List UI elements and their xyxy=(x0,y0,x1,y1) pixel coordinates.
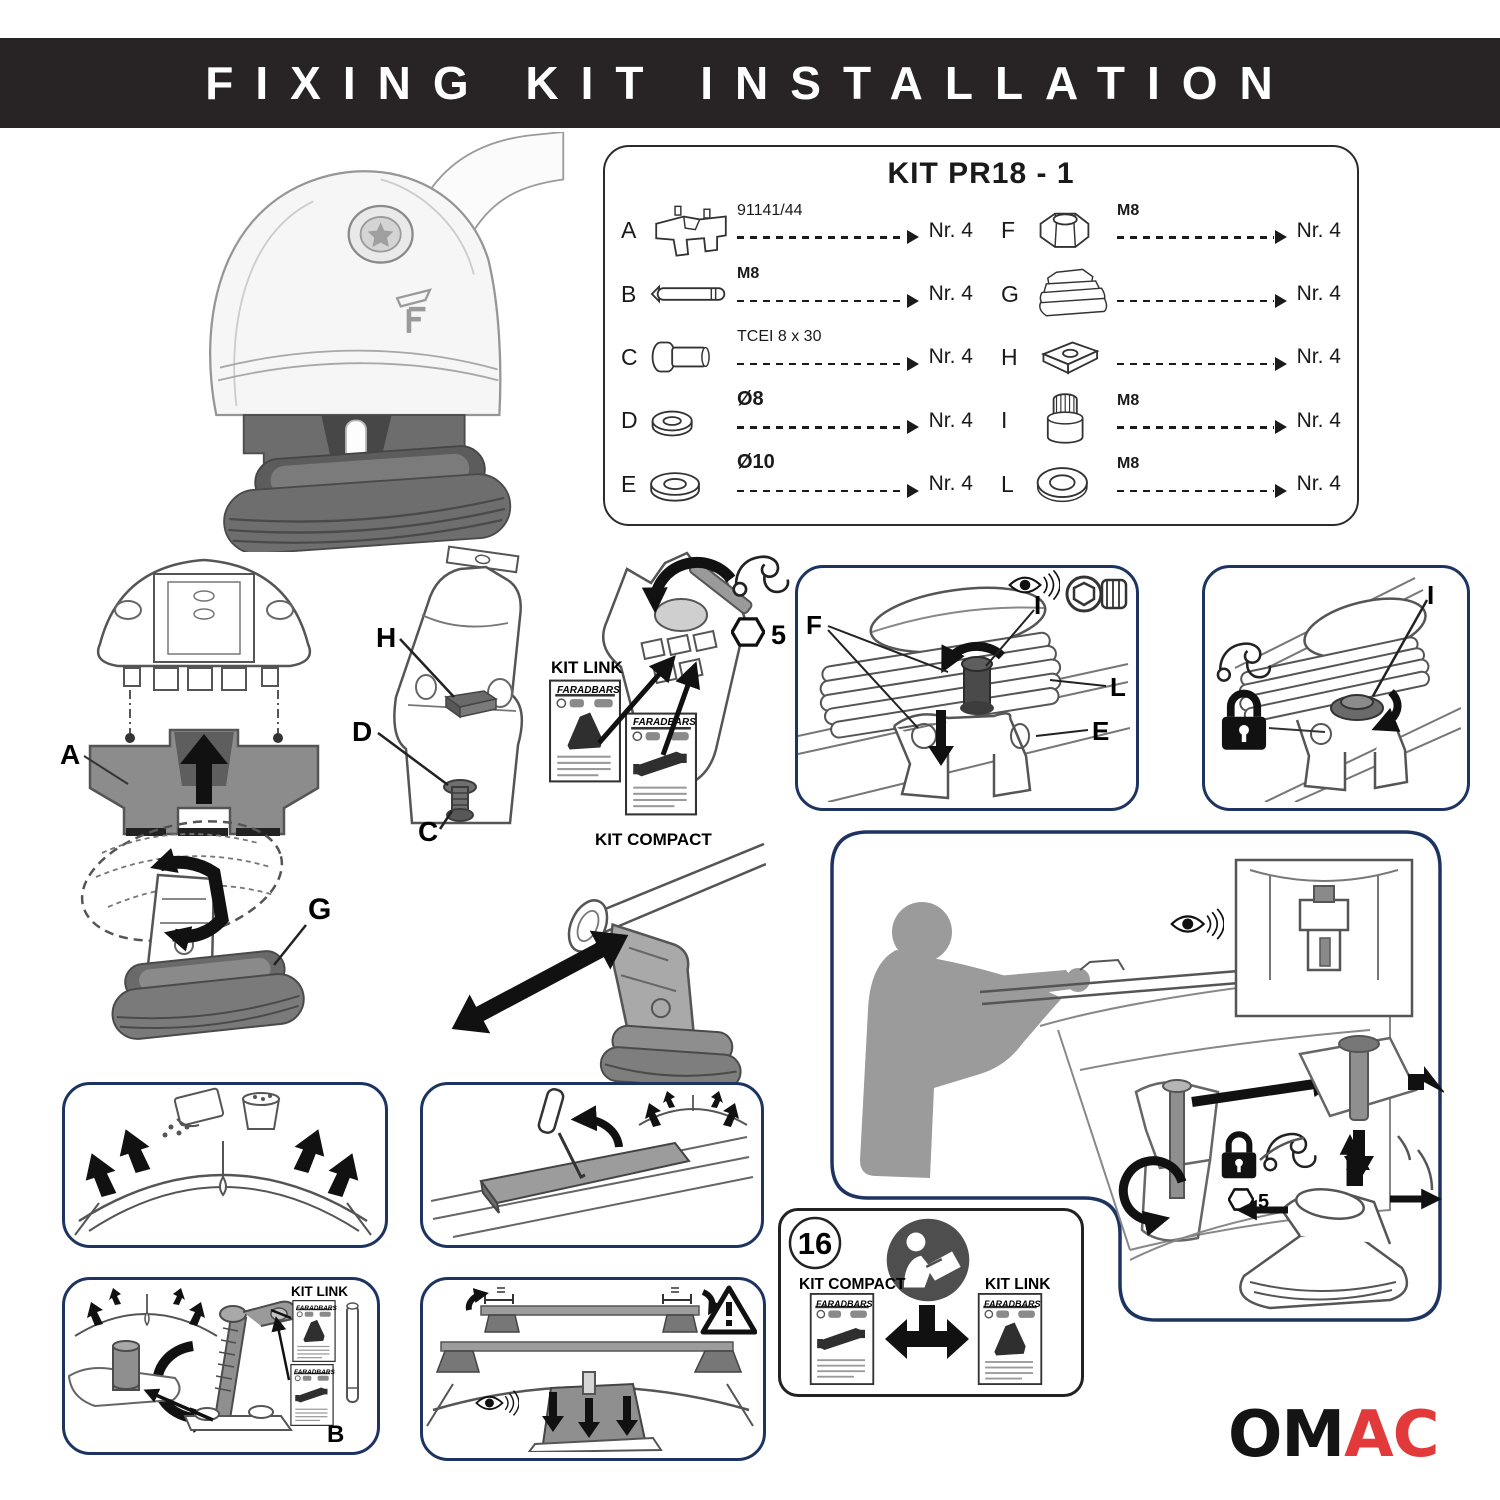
kit-compact-label: KIT COMPACT xyxy=(799,1276,906,1293)
part-row-c: C TCEI 8 x 30 Nr. 4 xyxy=(621,328,973,386)
hex-nut-icon xyxy=(1025,202,1117,260)
svg-text:FARADBARS: FARADBARS xyxy=(294,1369,335,1376)
foot-part xyxy=(600,924,751,1088)
part-row-i: I M8 Nr. 4 xyxy=(1001,392,1341,450)
label-g: G xyxy=(308,893,332,926)
arrowhead-icon xyxy=(907,230,919,244)
step-tighten-allen-key xyxy=(535,545,797,853)
label-c: C xyxy=(418,816,439,845)
parts-list-panel xyxy=(603,145,1359,526)
threaded-rod-icon xyxy=(645,265,737,323)
label-e: E xyxy=(1092,716,1110,746)
mounting-bracket-icon xyxy=(645,202,737,260)
kit-link-card xyxy=(293,1301,338,1362)
hex-size-label: 5 xyxy=(1258,1191,1270,1213)
page-title: FIXING KIT INSTALLATION xyxy=(205,57,1295,109)
knob-i-part xyxy=(960,657,994,715)
panel-pry-cover xyxy=(420,1082,764,1248)
flat-washer-icon xyxy=(1025,455,1117,513)
double-arrow-icon xyxy=(441,916,638,1049)
part-row-f: F M8 Nr. 4 xyxy=(1001,202,1341,260)
foot-bracket-detail xyxy=(529,1372,661,1452)
kit-compact-label: KIT COMPACT xyxy=(595,830,712,849)
panel-assemble-f-i-l-e xyxy=(795,565,1139,811)
label-h: H xyxy=(376,622,397,653)
panel-lock-knob xyxy=(1202,565,1470,811)
step-slide-foot-on-bar xyxy=(420,832,766,1088)
title-bar xyxy=(0,38,1500,128)
step-insert-bracket-a xyxy=(58,548,350,840)
lower-bar-part xyxy=(441,1342,733,1351)
label-a: A xyxy=(60,739,81,770)
parts-column-left xyxy=(621,199,973,516)
label-i: I xyxy=(1034,590,1042,620)
label-b: B xyxy=(327,1421,345,1446)
pry-arrow-icon xyxy=(581,1119,619,1147)
knurled-knob-icon xyxy=(1025,392,1117,450)
svg-text:FARADBARS: FARADBARS xyxy=(557,685,620,696)
svg-text:FARADBARS: FARADBARS xyxy=(296,1305,337,1312)
kit-compact-card xyxy=(626,714,696,815)
rubber-base-pad-icon xyxy=(1025,265,1117,323)
part-row-g: G Nr. 4 xyxy=(1001,265,1341,323)
label-d: D xyxy=(352,716,373,747)
panel-step-16 xyxy=(778,1208,1084,1397)
part-row-a: A 91141/44 Nr. 4 xyxy=(621,202,973,260)
mini-roof-sketch xyxy=(75,1288,217,1336)
cleaning-icons xyxy=(163,1088,280,1137)
part-row-d: D Ø8 Nr. 4 xyxy=(621,392,973,450)
kit-link-label: KIT LINK xyxy=(291,1284,348,1299)
logo-text-red: AC xyxy=(1344,1398,1439,1472)
dashed-leader xyxy=(737,236,906,239)
part-row-e: E Ø10 Nr. 4 xyxy=(621,455,973,513)
logo-text-black: OM xyxy=(1228,1398,1345,1472)
step-number: 16 xyxy=(797,1226,833,1261)
kit-compact-card xyxy=(811,1294,874,1384)
part-row-h: H Nr. 4 xyxy=(1001,328,1341,386)
knob-tool-icon xyxy=(1067,577,1126,611)
socket-head-screw-icon xyxy=(645,328,737,386)
part-row-l: L M8 Nr. 4 xyxy=(1001,455,1341,513)
knob-i-part xyxy=(1331,695,1383,720)
cover-strip-part xyxy=(481,1143,689,1203)
kit-compact-card xyxy=(291,1365,336,1426)
kit-link-label: KIT LINK xyxy=(551,658,623,677)
mini-roof-sketch xyxy=(639,1091,747,1127)
svg-text:FARADBARS: FARADBARS xyxy=(984,1299,1041,1309)
hex-5-icon xyxy=(732,619,764,645)
rod-b-part xyxy=(347,1303,358,1402)
panel-position-bars xyxy=(420,1277,766,1461)
label-l: L xyxy=(1110,672,1126,702)
either-or-arrow-icon xyxy=(885,1305,969,1359)
hex-size-label: 5 xyxy=(771,620,787,650)
brand-logo xyxy=(1228,1398,1439,1472)
panel-clean-roof xyxy=(62,1082,388,1248)
svg-text:FARADBARS: FARADBARS xyxy=(816,1299,873,1309)
antenna-part xyxy=(220,1177,226,1195)
washer-8-icon xyxy=(645,392,737,450)
label-f: F xyxy=(806,610,822,640)
parts-column-right xyxy=(1001,199,1341,516)
part-row-b: B M8 Nr. 4 xyxy=(621,265,973,323)
step-cover-into-base-g xyxy=(62,815,346,1059)
upper-bar-part xyxy=(481,1306,699,1315)
label-i: I xyxy=(1427,580,1435,610)
svg-text:FARADBARS: FARADBARS xyxy=(633,717,696,728)
kit-title: KIT PR18 - 1 xyxy=(887,157,1075,190)
square-nut-plate-icon xyxy=(1025,328,1117,386)
washer-10-icon xyxy=(645,455,737,513)
lower-bracket-sketch xyxy=(185,1406,291,1430)
muscle-arm-icon xyxy=(734,557,788,596)
panel-thread-rod-b xyxy=(62,1277,380,1455)
hero-foot-illustration xyxy=(85,132,585,552)
kit-link-card xyxy=(979,1294,1042,1384)
kit-link-label: KIT LINK xyxy=(985,1276,1051,1293)
